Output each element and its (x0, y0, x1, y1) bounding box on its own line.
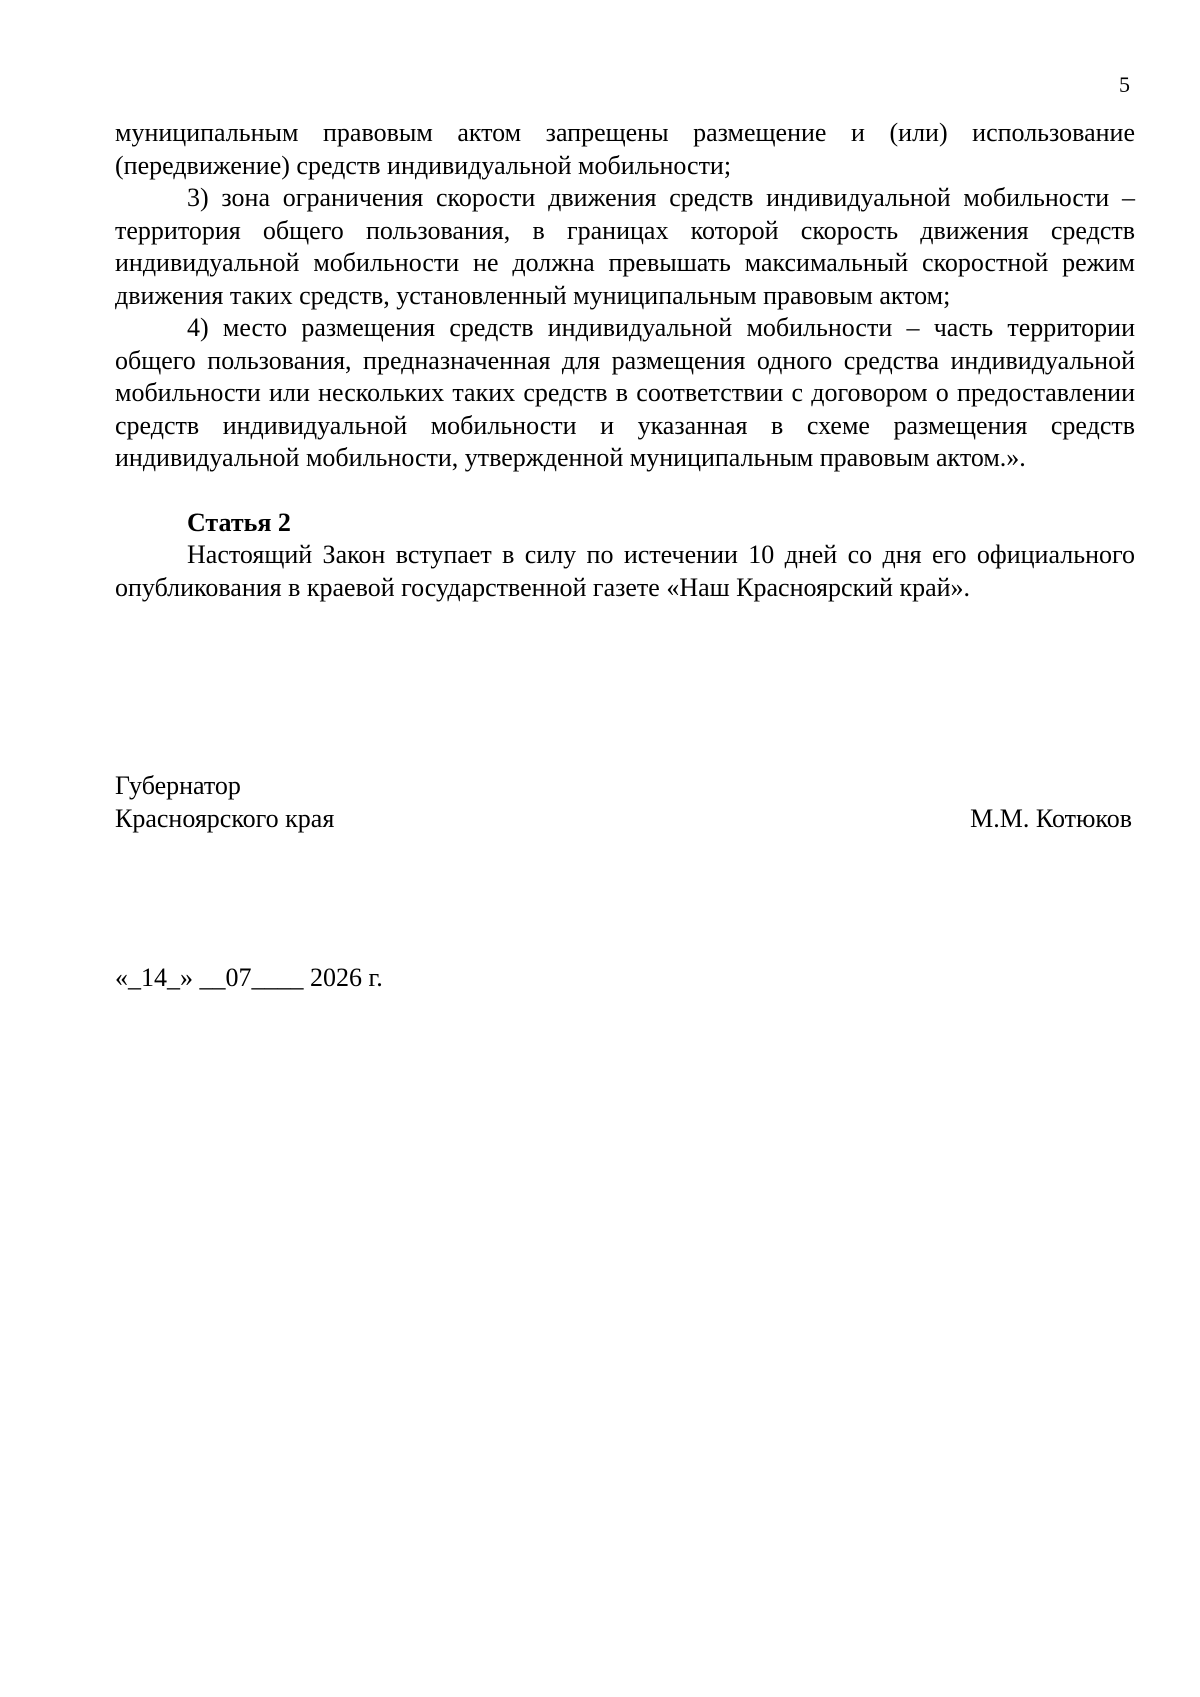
signatory-name: М.М. Котюков (970, 803, 1132, 833)
signature-row (115, 803, 1132, 836)
paragraph-continuation: муниципальным правовым актом запрещены размещение и (или) использование (передвижение) средств индивидуальной мобильности; (115, 118, 1135, 180)
paragraph-item-4: 4) место размещения средств индивидуальной мобильности – часть территории общего пользования, предназначенная для размещения одного средства индивидуальной мобильности или нескольких таких средств в соответствии с договором о предоставлении средств индивидуальной мобильности и указанная в схеме размещения средств индивидуальной мобильности, утвержденной муниципальным правовым актом.». (115, 313, 1135, 472)
signatory-position-line1: Губернатор (115, 771, 241, 800)
article-title: Статья 2 (187, 507, 291, 537)
signing-date: «_14_» __07____ 2026 г. (115, 963, 383, 992)
document-body (115, 117, 1135, 604)
paragraph-item-3: 3) зона ограничения скорости движения средств индивидуальной мобильности – территория общего пользования, в границах которой скорость движения средств индивидуальной мобильности не должна превышать максимальный скоростной режим движения таких средств, установленный муниципальным правовым актом; (115, 183, 1135, 310)
signature-block (115, 770, 1132, 835)
page-number: 5 (1119, 72, 1130, 97)
article-text: Настоящий Закон вступает в силу по истечении 10 дней со дня его официального опубликования в краевой государственной газете «Наш Красноярский край». (115, 540, 1135, 602)
signatory-position-line2: Красноярского края (115, 803, 335, 833)
